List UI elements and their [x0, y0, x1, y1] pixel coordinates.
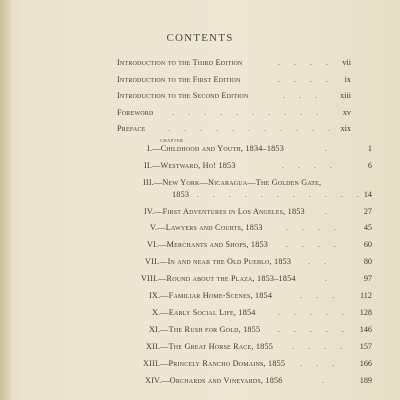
dot-leader: . . . . . . . . . . .	[197, 190, 365, 199]
chapter-title-continued: 1853	[172, 190, 190, 199]
dot-leader: . . . . .	[278, 308, 350, 317]
toc-page-number: 166	[359, 359, 372, 368]
chapter-title: —Early Social Life, 1854	[160, 308, 256, 317]
dot-leader: . . . .	[278, 58, 334, 67]
chapter-title: —The Rush for Gold, 1855	[160, 325, 261, 334]
toc-page-number: 6	[367, 161, 372, 170]
toc-page-number: 146	[359, 325, 372, 334]
dot-leader: . . . . . . . . . . .	[168, 124, 336, 133]
dot-leader: . . .	[300, 359, 340, 368]
chapter-title: —In and near the Old Pueblo, 1853	[159, 257, 292, 266]
toc-chapter-11	[149, 325, 260, 339]
toc-page-number: 60	[363, 240, 372, 249]
chapter-title: —Princely Rancho Domains, 1855	[160, 359, 286, 368]
toc-chapter-4	[144, 207, 305, 221]
toc-chapter-2	[144, 161, 236, 175]
chapter-number: III.	[143, 178, 155, 187]
dot-leader: . . . .	[286, 240, 342, 249]
toc-page-number: 1	[367, 144, 372, 153]
dot-leader: . . .	[300, 291, 340, 300]
toc-entry-intro-first	[117, 75, 241, 89]
toc-entry-label: Introduction to the Second Edition	[117, 91, 249, 100]
chapter-title: —Westward, Ho! 1853	[152, 161, 236, 170]
chapter-number: X.	[152, 308, 161, 317]
toc-chapter-9	[149, 291, 272, 305]
toc-page-number: vii	[342, 58, 351, 67]
toc-chapter-6	[147, 240, 268, 254]
chapter-number: IX.	[149, 291, 161, 300]
toc-chapter-5	[150, 223, 263, 237]
chapter-number: XIV.	[145, 376, 162, 385]
chapter-number: II.	[144, 161, 153, 170]
toc-chapter-8	[141, 274, 296, 288]
toc-chapter-3-continued	[172, 190, 189, 204]
toc-page-number: 80	[363, 257, 372, 266]
toc-page-number: xv	[342, 108, 351, 117]
chapter-number: VII.	[145, 257, 160, 266]
page-gutter	[0, 0, 12, 400]
dot-leader: . . . .	[282, 161, 338, 170]
dot-leader: . . .	[283, 91, 323, 100]
toc-entry-label: Foreword	[117, 108, 154, 117]
dot-leader: . . . .	[286, 223, 342, 232]
toc-page-number: 189	[359, 376, 372, 385]
chapter-number: XIII.	[143, 359, 161, 368]
page-title: CONTENTS	[166, 32, 234, 44]
toc-page-number: xiii	[340, 91, 351, 100]
toc-page-number: 97	[363, 274, 372, 283]
toc-entry-label: Introduction to the First Edition	[117, 75, 241, 84]
dot-leader: . .	[308, 257, 332, 266]
chapter-title: —The Great Horse Race, 1855	[160, 342, 274, 351]
chapter-number: IV.	[144, 207, 155, 216]
toc-entry-label: Preface	[117, 124, 146, 133]
chapter-title: —First Adventures in Los Angeles, 1853	[154, 207, 305, 216]
dot-leader: .	[325, 274, 333, 283]
toc-entry-intro-second	[117, 91, 248, 105]
toc-chapter-10	[152, 308, 256, 322]
chapter-title: —Orchards and Vineyards, 1856	[161, 376, 283, 385]
toc-page-number: 45	[363, 223, 372, 232]
chapter-number: VIII.	[141, 274, 159, 283]
dot-leader: . . . . .	[278, 325, 350, 334]
toc-entry-intro-third	[117, 58, 243, 72]
chapter-title: —Childhood and Youth, 1834–1853	[152, 144, 284, 153]
chapter-title: —Round about the Plaza, 1853–1854	[158, 274, 296, 283]
toc-page-number: 27	[363, 207, 372, 216]
toc-chapter-14	[145, 376, 283, 390]
toc-page-number: 128	[359, 308, 372, 317]
toc-page-number: ix	[344, 75, 351, 84]
chapter-number: XII.	[146, 342, 161, 351]
toc-entry-foreword	[117, 108, 154, 122]
chapter-title: —Merchants and Shops, 1853	[158, 240, 269, 249]
chapter-column-label: CHAPTER	[160, 138, 184, 143]
chapter-number: V.	[150, 223, 158, 232]
toc-chapter-1	[147, 144, 284, 158]
toc-chapter-13	[143, 359, 285, 373]
chapter-title: —Lawyers and Courts, 1853	[157, 223, 263, 232]
toc-page-number: 157	[359, 342, 372, 351]
dot-leader: . . . . . . . . . .	[172, 108, 324, 117]
dot-leader: .	[325, 207, 333, 216]
toc-entry-label: Introduction to the Third Edition	[117, 58, 243, 67]
toc-page-number: xix	[340, 124, 351, 133]
dot-leader: . . . .	[292, 342, 348, 351]
dot-leader: . . . .	[278, 75, 334, 84]
toc-entry-preface	[117, 124, 146, 138]
toc-page-number: 14	[363, 190, 372, 199]
toc-chapter-12	[146, 342, 273, 356]
chapter-number: VI.	[147, 240, 159, 249]
chapter-title: —Familiar Home-Scenes, 1854	[160, 291, 273, 300]
toc-chapter-7	[145, 257, 291, 271]
chapter-number: XI.	[149, 325, 161, 334]
chapter-number: I.	[147, 144, 153, 153]
toc-page-number: 112	[360, 291, 372, 300]
dot-leader: .	[322, 376, 330, 385]
chapter-title: —New York—Nicaragua—The Golden Gate,	[154, 178, 322, 187]
dot-leader: .	[325, 144, 333, 153]
